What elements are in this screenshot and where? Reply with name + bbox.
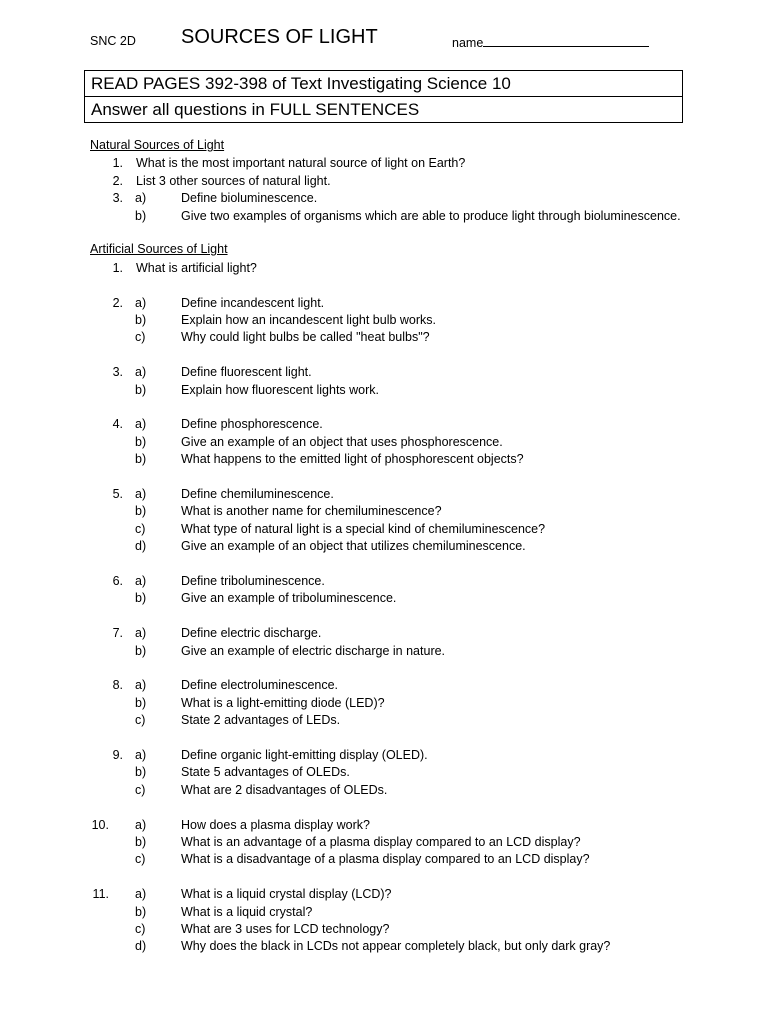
question-row (0, 712, 768, 729)
question-text: Why could light bulbs be called "heat bulbs"? (181, 330, 430, 345)
question-text: What are 3 uses for LCD technology? (181, 922, 390, 936)
question-text: What is another name for chemiluminescence? (181, 504, 442, 519)
question-row (0, 817, 768, 834)
question-text: Give an example of electric discharge in nature. (181, 643, 446, 658)
question-row (0, 782, 768, 799)
question-number: 8. (112, 678, 123, 693)
question-row (0, 590, 768, 607)
question-text: Define organic light-emitting display (OLED). (181, 748, 428, 762)
question-text: What is a disadvantage of a plasma display compared to an LCD display? (181, 852, 590, 867)
question-row (0, 747, 768, 764)
instructions-box (84, 70, 683, 123)
question-number: 3. (112, 365, 123, 380)
question-row (0, 295, 768, 312)
section-title: Artificial Sources of Light (90, 242, 228, 257)
question-row (0, 155, 768, 172)
question-text: What is a liquid crystal display (LCD)? (181, 887, 392, 902)
question-part-letter: a) (135, 748, 147, 762)
question-part-letter: c) (135, 330, 146, 345)
question-part-letter: a) (135, 887, 147, 902)
question-text: Give an example of an object that uses phosphorescence. (181, 434, 503, 449)
question-part-letter: b) (135, 904, 147, 919)
question-row (0, 521, 768, 538)
question-row (0, 382, 768, 399)
question-part-letter: b) (135, 504, 147, 519)
question-row (0, 573, 768, 590)
question-part-letter: a) (135, 295, 147, 310)
question-number: 1. (112, 260, 123, 275)
question-part-letter: a) (135, 487, 147, 501)
question-part-letter: c) (135, 782, 146, 797)
question-number: 11. (92, 887, 109, 902)
question-part-letter: b) (135, 434, 147, 449)
question-number: 6. (112, 574, 123, 588)
question-part-letter: a) (135, 191, 147, 206)
question-text: Define triboluminescence. (181, 574, 325, 588)
question-text: State 5 advantages of OLEDs. (181, 765, 350, 780)
question-row (0, 851, 768, 868)
section-title: Natural Sources of Light (90, 138, 225, 152)
question-row (0, 208, 768, 225)
question-row (0, 451, 768, 468)
question-row (0, 695, 768, 712)
question-text: What is a light-emitting diode (LED)? (181, 695, 385, 710)
question-number: 10. (91, 817, 109, 832)
question-number: 1. (112, 156, 123, 171)
question-text: Define chemiluminescence. (181, 487, 334, 501)
question-row (0, 538, 768, 555)
question-part-letter: b) (135, 591, 147, 606)
question-row (0, 921, 768, 938)
question-text: Give an example of an object that utilizes chemiluminescence. (181, 539, 526, 554)
question-row (0, 260, 768, 277)
question-row (0, 503, 768, 520)
question-part-letter: b) (135, 835, 147, 849)
question-part-letter: c) (135, 922, 146, 936)
question-row (0, 416, 768, 433)
question-number: 4. (112, 417, 123, 432)
question-row (0, 173, 768, 190)
question-row (0, 643, 768, 660)
question-row (0, 434, 768, 451)
instruction-reading: READ PAGES 392-398 of Text Investigating Science 10 (91, 74, 511, 93)
question-row (0, 677, 768, 694)
question-number: 3. (112, 191, 123, 206)
question-text: List 3 other sources of natural light. (136, 173, 331, 188)
question-part-letter: a) (135, 678, 147, 693)
question-text: What type of natural light is a special kind of chemiluminescence? (181, 521, 546, 536)
question-part-letter: c) (135, 852, 146, 867)
instruction-answer-format: Answer all questions in FULL SENTENCES (85, 96, 682, 122)
question-part-letter: c) (135, 713, 146, 728)
question-row (0, 486, 768, 503)
question-row (0, 904, 768, 921)
question-text: What is the most important natural source of light on Earth? (136, 156, 466, 171)
question-text: Define fluorescent light. (181, 365, 312, 380)
question-part-letter: a) (135, 574, 147, 588)
question-row (0, 190, 768, 207)
question-row (0, 764, 768, 781)
question-part-letter: a) (135, 417, 147, 432)
question-text: Give an example of triboluminescence. (181, 591, 397, 606)
question-text: What are 2 disadvantages of OLEDs. (181, 782, 388, 797)
question-row (0, 886, 768, 903)
question-number: 5. (112, 487, 123, 501)
question-row (0, 364, 768, 381)
question-part-letter: b) (135, 452, 147, 467)
question-part-letter: a) (135, 817, 147, 832)
question-text: Explain how an incandescent light bulb works. (181, 313, 437, 327)
question-text: Give two examples of organisms which are able to produce light through bioluminescence. (181, 208, 681, 223)
question-part-letter: b) (135, 313, 147, 327)
question-text: Define electric discharge. (181, 626, 322, 641)
question-text: Why does the black in LCDs not appear completely black, but only dark gray? (181, 939, 611, 954)
course-code: SNC 2D (90, 34, 136, 48)
name-blank-line (483, 34, 649, 47)
question-part-letter: b) (135, 695, 147, 710)
question-part-letter: a) (135, 365, 147, 380)
name-field (452, 34, 649, 50)
page-title: SOURCES OF LIGHT (181, 26, 378, 48)
question-row (0, 329, 768, 346)
question-part-letter: b) (135, 208, 147, 223)
question-text: What is an advantage of a plasma display compared to an LCD display? (181, 835, 581, 849)
question-text: How does a plasma display work? (181, 817, 370, 832)
question-row (0, 938, 768, 955)
question-text: What is a liquid crystal? (181, 904, 313, 919)
question-row (0, 834, 768, 851)
name-label: name (452, 36, 484, 50)
question-part-letter: b) (135, 382, 147, 397)
question-text: Define phosphorescence. (181, 417, 323, 432)
question-part-letter: c) (135, 521, 146, 536)
question-part-letter: d) (135, 939, 147, 954)
question-number: 2. (112, 173, 123, 188)
question-text: Define bioluminescence. (181, 191, 318, 206)
question-text: Define electroluminescence. (181, 678, 339, 693)
question-part-letter: b) (135, 643, 147, 658)
question-part-letter: d) (135, 539, 147, 554)
question-text: State 2 advantages of LEDs. (181, 713, 341, 728)
question-number: 9. (112, 748, 123, 762)
question-text: What is artificial light? (136, 260, 257, 275)
question-number: 7. (112, 626, 123, 641)
question-text: Define incandescent light. (181, 295, 325, 310)
question-text: Explain how fluorescent lights work. (181, 382, 380, 397)
question-row (0, 625, 768, 642)
question-part-letter: b) (135, 765, 147, 780)
question-number: 2. (112, 295, 123, 310)
question-part-letter: a) (135, 626, 147, 641)
question-row (0, 312, 768, 329)
question-text: What happens to the emitted light of phosphorescent objects? (181, 452, 524, 467)
